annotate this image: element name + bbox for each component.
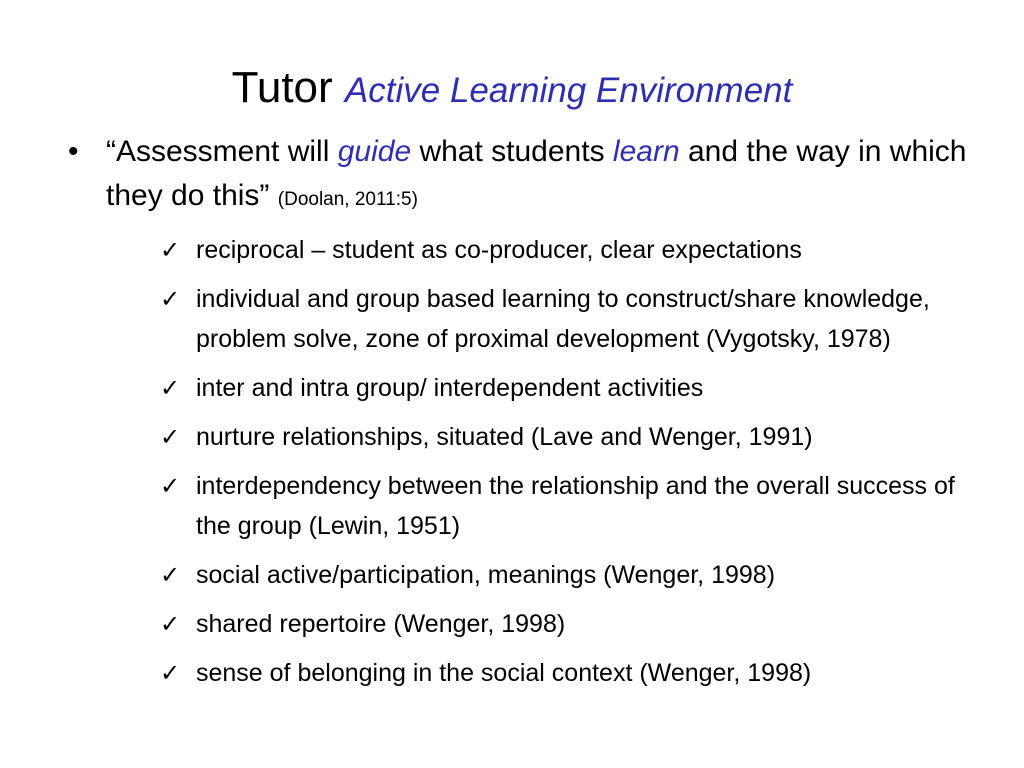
checkmark-icon: ✓	[160, 285, 181, 313]
quote-part-3: and the way in which they do this”	[106, 135, 967, 212]
list-item	[160, 466, 980, 546]
list-item-text: nurture relationships, situated (Lave and Wenger, 1991)	[196, 423, 813, 451]
slide-title	[0, 58, 1024, 121]
list-item	[160, 230, 980, 270]
list-item-text: individual and group based learning to construct/share knowledge, problem solve, zone of proximal development (Vygotsky, 1978)	[196, 285, 930, 353]
quote-part-2: what students	[411, 135, 613, 168]
list-item-text: sense of belonging in the social context (Wenger, 1998)	[196, 659, 812, 687]
quote-emphasis-learn: learn	[612, 135, 680, 168]
list-item	[160, 279, 980, 359]
title-main: Tutor	[231, 63, 333, 112]
checkmark-icon: ✓	[160, 561, 181, 589]
sub-list	[160, 230, 980, 702]
checkmark-icon: ✓	[160, 423, 181, 451]
list-item	[160, 417, 980, 457]
list-item-text: social active/participation, meanings (Wenger, 1998)	[196, 561, 776, 589]
list-item-text: inter and intra group/ interdependent activities	[196, 374, 704, 402]
checkmark-icon: ✓	[160, 236, 181, 264]
checkmark-icon: ✓	[160, 659, 181, 687]
checkmark-icon: ✓	[160, 610, 181, 638]
title-subtitle: Active Learning Environment	[344, 71, 793, 110]
quote-emphasis-guide: guide	[337, 135, 412, 168]
list-item-text: shared repertoire (Wenger, 1998)	[196, 610, 566, 638]
list-item	[160, 555, 980, 595]
list-item-text: interdependency between the relationship and the overall success of the group (Lewin, 1951)	[196, 472, 955, 540]
quote-part-1: “Assessment will	[106, 135, 338, 168]
list-item	[160, 368, 980, 408]
quote-citation: (Doolan, 2011:5)	[277, 189, 418, 210]
list-item	[160, 604, 980, 644]
checkmark-icon: ✓	[160, 374, 181, 402]
bullet-dot-icon: •	[68, 135, 79, 168]
main-bullet-text	[106, 130, 968, 222]
list-item	[160, 653, 980, 693]
main-bullet	[68, 130, 968, 222]
checkmark-icon: ✓	[160, 472, 181, 500]
list-item-text: reciprocal – student as co-producer, clear expectations	[196, 236, 802, 264]
